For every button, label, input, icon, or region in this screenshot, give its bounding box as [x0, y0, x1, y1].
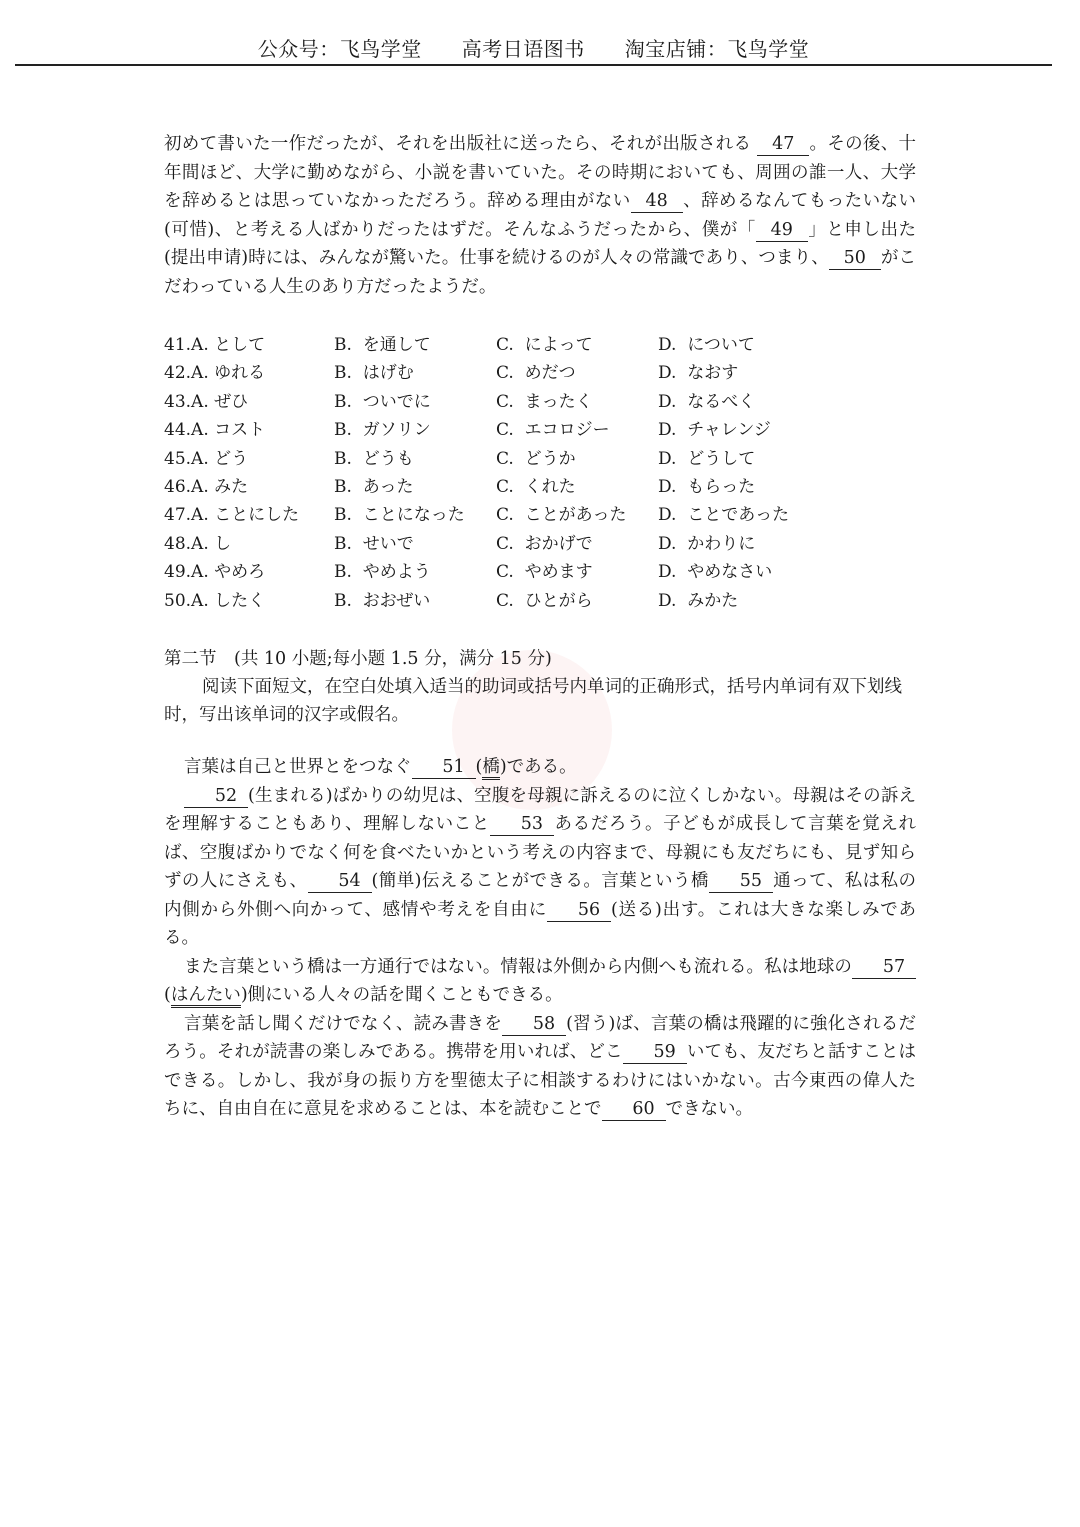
option-c-label: C.	[496, 533, 514, 554]
option-c[interactable]: によって	[524, 335, 593, 355]
option-d-label: D.	[658, 363, 677, 384]
passage-2-text: できない。	[665, 1099, 753, 1120]
page-content	[164, 130, 916, 1124]
option-b[interactable]: ついでに	[362, 391, 431, 412]
question-number: 44.A.	[164, 420, 209, 441]
option-c[interactable]: エコロジー	[524, 420, 610, 441]
passage-2-paragraph	[164, 753, 916, 782]
option-row	[164, 473, 916, 501]
option-row	[164, 388, 916, 416]
section-2	[164, 645, 916, 729]
option-a[interactable]: ぜひ	[214, 391, 249, 412]
option-c[interactable]: めだつ	[524, 363, 576, 384]
option-d-label: D.	[658, 477, 677, 498]
option-b-label: B.	[334, 477, 352, 498]
option-c-label: C.	[496, 335, 514, 355]
passage-1-text: がこだわっている人生のあり方だったようだ。	[164, 248, 916, 297]
option-d[interactable]: チャレンジ	[687, 420, 771, 441]
option-d-label: D.	[658, 335, 677, 355]
option-a[interactable]: みた	[214, 477, 249, 498]
option-c[interactable]: まったく	[524, 391, 593, 412]
passage-2-text: (習う)ば、言葉の橋は飛躍的に強化されるだろう。それが読書の楽しみである。携帯を用いれば、どこ	[164, 1013, 916, 1063]
blank-49[interactable]: 49	[756, 219, 808, 242]
passage-2-text: )である。	[499, 757, 577, 778]
option-b-label: B.	[334, 533, 352, 554]
option-c-label: C.	[496, 505, 514, 526]
blank-57[interactable]: 57	[852, 956, 916, 979]
option-row	[164, 587, 916, 615]
passage-2-text: 言葉は自己と世界とをつなぐ	[184, 757, 412, 778]
passage-2-text: 言葉を話し聞くだけでなく、読み書きを	[184, 1013, 503, 1034]
blank-51[interactable]: 51	[412, 756, 476, 779]
option-c-label: C.	[496, 420, 514, 441]
passage-2-text: (生まれる)ばかりの幼児は、空腹を母親に訴えるのに泣くしかない。母親はその訴えを理解することもあり、理解しないこと	[164, 785, 916, 835]
passage-2-text: (	[475, 757, 483, 778]
option-a[interactable]: したく	[214, 590, 266, 611]
passage-1-text: 初めて書いた一作だったが、それを出版社に送ったら、それが出版される	[164, 134, 752, 154]
option-c[interactable]: やめます	[524, 562, 593, 583]
option-b[interactable]: やめよう	[362, 562, 431, 583]
option-d[interactable]: みかた	[687, 590, 739, 611]
passage-2-text: いても、友だちと話すことはできる。しかし、我が身の振り方を聖徳太子に相談するわけにはいかない。古今東西の偉人たちに、自由自在に意見を求めることは、本を読むことで	[164, 1042, 917, 1120]
question-number: 49.A.	[164, 562, 209, 583]
passage-2-text: (簡単)伝えることができる。言葉という橋	[371, 871, 709, 892]
option-c-label: C.	[496, 590, 514, 611]
option-d-label: D.	[658, 533, 677, 554]
option-c[interactable]: ことがあった	[524, 505, 627, 526]
option-row	[164, 501, 916, 529]
option-d-label: D.	[658, 590, 677, 611]
option-row	[164, 445, 916, 473]
option-d[interactable]: なおす	[687, 363, 739, 384]
question-number: 45.A.	[164, 448, 209, 469]
option-d[interactable]: かわりに	[687, 533, 756, 554]
option-b[interactable]: を通して	[362, 335, 431, 355]
option-row	[164, 359, 916, 387]
option-b[interactable]: はげむ	[362, 363, 414, 384]
option-b-label: B.	[334, 448, 352, 469]
passage-2	[164, 753, 916, 1124]
option-row	[164, 558, 916, 586]
passage-2-paragraph	[164, 1010, 916, 1124]
option-d[interactable]: ことであった	[687, 505, 790, 526]
header-wechat: 公众号：飞鸟学堂	[257, 37, 422, 61]
option-c-label: C.	[496, 477, 514, 498]
option-b-label: B.	[334, 590, 352, 611]
option-c-label: C.	[496, 363, 514, 384]
passage-2-paragraph	[164, 782, 916, 953]
header-books: 高考日语图书	[461, 37, 585, 61]
passage-2-text: )側にいる人々の話を聞くこともできる。	[240, 985, 563, 1006]
option-c[interactable]: おかげで	[524, 533, 593, 554]
blank-60[interactable]: 60	[602, 1098, 666, 1121]
option-b-label: B.	[334, 363, 352, 384]
option-a[interactable]: どう	[214, 448, 249, 469]
blank-55[interactable]: 55	[709, 870, 773, 893]
option-a[interactable]: として	[214, 335, 266, 355]
question-number: 47.A.	[164, 505, 209, 526]
option-a[interactable]: ことにした	[214, 505, 300, 526]
option-a[interactable]: コスト	[214, 420, 266, 441]
blank-47[interactable]: 47	[757, 133, 809, 156]
passage-2-text: また言葉という橋は一方通行ではない。情報は外側から内側へも流れる。私は地球の	[184, 956, 852, 977]
option-d-label: D.	[658, 448, 677, 469]
option-b-label: B.	[334, 505, 352, 526]
blank-54[interactable]: 54	[308, 870, 372, 893]
question-number: 50.A.	[164, 590, 209, 611]
passage-2-text: (送る)出す。これは大きな楽しみである。	[164, 899, 916, 949]
passage-2-paragraph	[164, 953, 916, 1010]
option-c-label: C.	[496, 391, 514, 412]
blank-53[interactable]: 53	[490, 813, 554, 836]
option-b-label: B.	[334, 335, 352, 355]
double-underlined-word: 橋	[482, 757, 500, 780]
option-b-label: B.	[334, 391, 352, 412]
question-number: 42.A.	[164, 363, 209, 384]
option-d[interactable]: もらった	[687, 477, 756, 498]
option-row	[164, 530, 916, 558]
option-c[interactable]: どうか	[524, 448, 576, 469]
option-a[interactable]: やめろ	[214, 562, 266, 583]
passage-2-text: 通って、私は私の内側から外側へ向かって、感情や考えを自由に	[164, 871, 917, 920]
option-d[interactable]: について	[687, 335, 755, 355]
option-b[interactable]: ことになった	[362, 505, 465, 526]
option-d-label: D.	[658, 420, 677, 441]
option-d[interactable]: なるべく	[687, 391, 756, 412]
option-b[interactable]: せいで	[362, 533, 414, 554]
option-d[interactable]: やめなさい	[687, 562, 773, 583]
option-d-label: D.	[658, 505, 677, 526]
blank-50[interactable]: 50	[829, 247, 881, 270]
passage-1	[164, 130, 916, 301]
option-a[interactable]: ゆれる	[214, 363, 266, 384]
option-b-label: B.	[334, 562, 352, 583]
blank-59[interactable]: 59	[623, 1041, 687, 1064]
option-c-label: C.	[496, 562, 514, 583]
blank-58[interactable]: 58	[502, 1013, 566, 1036]
double-underlined-word: はんたい	[171, 985, 241, 1008]
question-number: 41.A.	[164, 335, 209, 355]
passage-1-text: 、辞めるなんてもったいない(可惜)、と考える人ばかりだったはずだ。そんなふうだったから、僕が「	[164, 191, 917, 240]
passage-1-text: 」と申し出た(提出申请)時には、みんなが驚いた。仕事を続けるのが人々の常識であり、つまり、	[164, 219, 916, 268]
section-2-title: 第二节 (共 10 小题;每小题 1.5 分，满分 15 分)	[164, 649, 552, 670]
passage-2-text: あるだろう。子どもが成長して言葉を覚えれば、空腹ばかりでなく何を食べたいかという考えの内容まで、母親にも友だちにも、見ず知らずの人にさえも、	[164, 814, 917, 892]
option-c[interactable]: ひとがら	[524, 590, 593, 611]
passage-1-text: 。その後、十年間ほど、大学に勤めながら、小説を書いていた。その時期においても、周囲の誰一人、大学を辞めるとは思っていなかっただろう。辞める理由がない	[164, 134, 917, 211]
option-b[interactable]: あった	[362, 477, 414, 498]
option-b[interactable]: ガソリン	[362, 420, 431, 441]
option-d-label: D.	[658, 562, 677, 583]
option-a[interactable]: し	[214, 533, 232, 554]
question-number: 43.A.	[164, 391, 209, 412]
question-number: 48.A.	[164, 533, 209, 554]
option-b-label: B.	[334, 420, 352, 441]
option-d-label: D.	[658, 391, 677, 412]
option-c[interactable]: くれた	[524, 477, 576, 498]
option-c-label: C.	[496, 448, 514, 469]
blank-56[interactable]: 56	[547, 899, 611, 922]
option-row	[164, 331, 916, 359]
blank-52[interactable]: 52	[184, 785, 248, 808]
option-d[interactable]: どうして	[687, 448, 756, 469]
page-header	[15, 36, 1052, 66]
options-list	[164, 331, 916, 615]
option-row	[164, 416, 916, 444]
header-shop: 淘宝店铺：飞鸟学堂	[624, 37, 810, 61]
option-b[interactable]: おおぜい	[362, 590, 431, 611]
option-b[interactable]: どうも	[362, 448, 414, 469]
blank-48[interactable]: 48	[631, 190, 683, 213]
passage-2-text: (	[164, 985, 171, 1006]
question-number: 46.A.	[164, 477, 209, 498]
section-2-instruction: 阅读下面短文，在空白处填入适当的助词或括号内单词的正确形式，括号内单词有双下划线时，写出该单词的汉字或假名。	[164, 677, 902, 726]
